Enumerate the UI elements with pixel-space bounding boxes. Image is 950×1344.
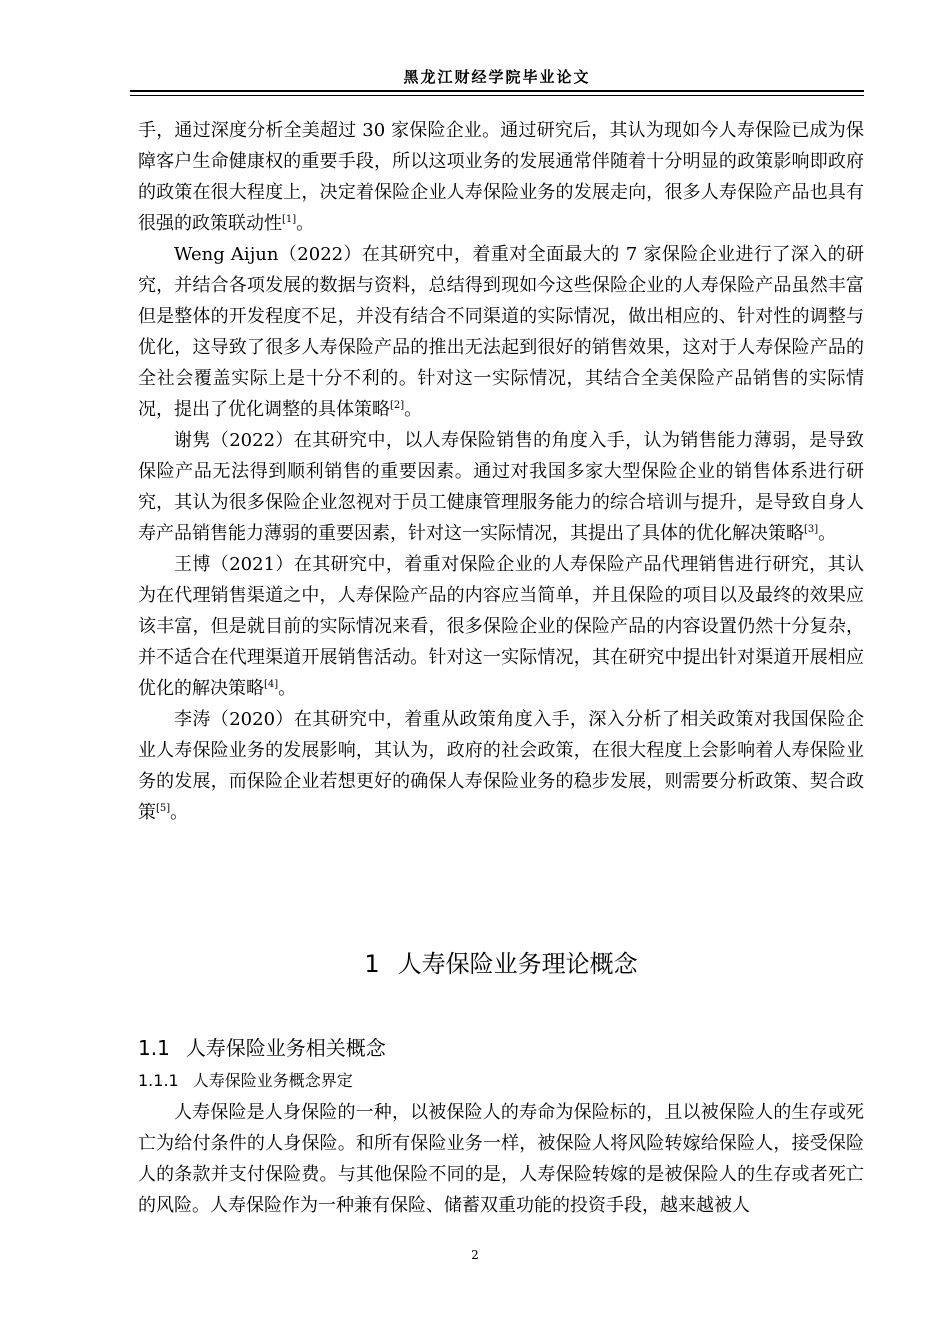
citation-ref: [2] [390, 400, 405, 411]
subsection-title: 人寿保险业务概念界定 [192, 1071, 353, 1090]
header-rule-thin [130, 95, 864, 96]
page-number: 2 [471, 1248, 479, 1262]
paragraph-2: Weng Aijun（2022）在其研究中，着重对全面最大的 7 家保险企业进行了深入的研究，并结合各项发展的数据与资料，总结得到现如今这些保险企业的人寿保险产品虽然丰富但是整体的开发程度不足，并没有结合不同渠道的实际情况，做出相应的、针对性的调整与优化，这导致了很多人寿保险产品的推出无法起到很好的销售效果，这对于人寿保险产品的全社会覆盖实际上是十分不利的。针对这一实际情况，其结合全美保险产品销售的实际情况，提出了优化调整的具体策略[2]。 [138, 244, 864, 420]
citation-ref: [4] [264, 679, 279, 690]
section-paragraph: 人寿保险是人身保险的一种，以被保险人的寿命为保险标的，且以被保险人的生存或死亡为给付条件的人身保险。和所有保险业务一样，被保险人将风险转嫁给保险人，接受保险人的条款并支付保险费。与其他保险不同的是，人寿保险转嫁的是被保险人的生存或者死亡的风险。人寿保险作为一种兼有保险、储蓄双重功能的投资手段，越来越被人 [138, 1102, 864, 1216]
citation-ref: [5] [156, 803, 171, 814]
section-title: 人寿保险业务相关概念 [185, 1036, 386, 1060]
citation-ref: [3] [804, 524, 819, 535]
paragraph-1: 手，通过深度分析全美超过 30 家保险企业。通过研究后，其认为现如今人寿保险已成为保障客户生命健康权的重要手段，所以这项业务的发展通常伴随着十分明显的政策影响即政府的政策在很大程度上，决定着保险企业人寿保险业务的发展走向，很多人寿保险产品也具有很强的政策联动性[1]。 [138, 120, 864, 234]
paragraph-4: 王博（2021）在其研究中，着重对保险企业的人寿保险产品代理销售进行研究，其认为在代理销售渠道之中，人寿保险产品的内容应当简单，并且保险的项目以及最终的效果应该丰富，但是就目前的实际情况来看，很多保险企业的保险产品的内容设置仍然十分复杂，并不适合在代理渠道开展销售活动。针对这一实际情况，其在研究中提出针对渠道开展相应优化的解决策略[4]。 [138, 554, 864, 699]
running-header: 黑龙江财经学院毕业论文 [403, 68, 591, 86]
section-heading [138, 1032, 386, 1061]
section-number: 1.1 [138, 1036, 170, 1060]
chapter-number: 1 [364, 950, 380, 978]
literature-review-body [138, 115, 864, 828]
header-rule-thick [130, 90, 864, 92]
citation-ref: [1] [282, 214, 297, 225]
chapter-title: 人寿保险业务理论概念 [397, 950, 638, 978]
paragraph-3: 谢隽（2022）在其研究中，以人寿保险销售的角度入手，认为销售能力薄弱，是导致保险产品无法得到顺利销售的重要因素。通过对我国多家大型保险企业的销售体系进行研究，其认为很多保险企业忽视对于员工健康管理服务能力的综合培训与提升，是导致自身人寿产品销售能力薄弱的重要因素，针对这一实际情况，其提出了具体的优化解决策略[3]。 [138, 430, 864, 544]
chapter-heading [138, 944, 864, 979]
paragraph-5: 李涛（2020）在其研究中，着重从政策角度入手，深入分析了相关政策对我国保险企业人寿保险业务的发展影响，其认为，政府的社会政策，在很大程度上会影响着人寿保险业务的发展，而保险企业若想更好的确保人寿保险业务的稳步发展，则需要分析政策、契合政策[5]。 [138, 709, 864, 823]
subsection-heading [138, 1068, 353, 1091]
section-body [138, 1097, 864, 1221]
subsection-number: 1.1.1 [138, 1071, 179, 1090]
